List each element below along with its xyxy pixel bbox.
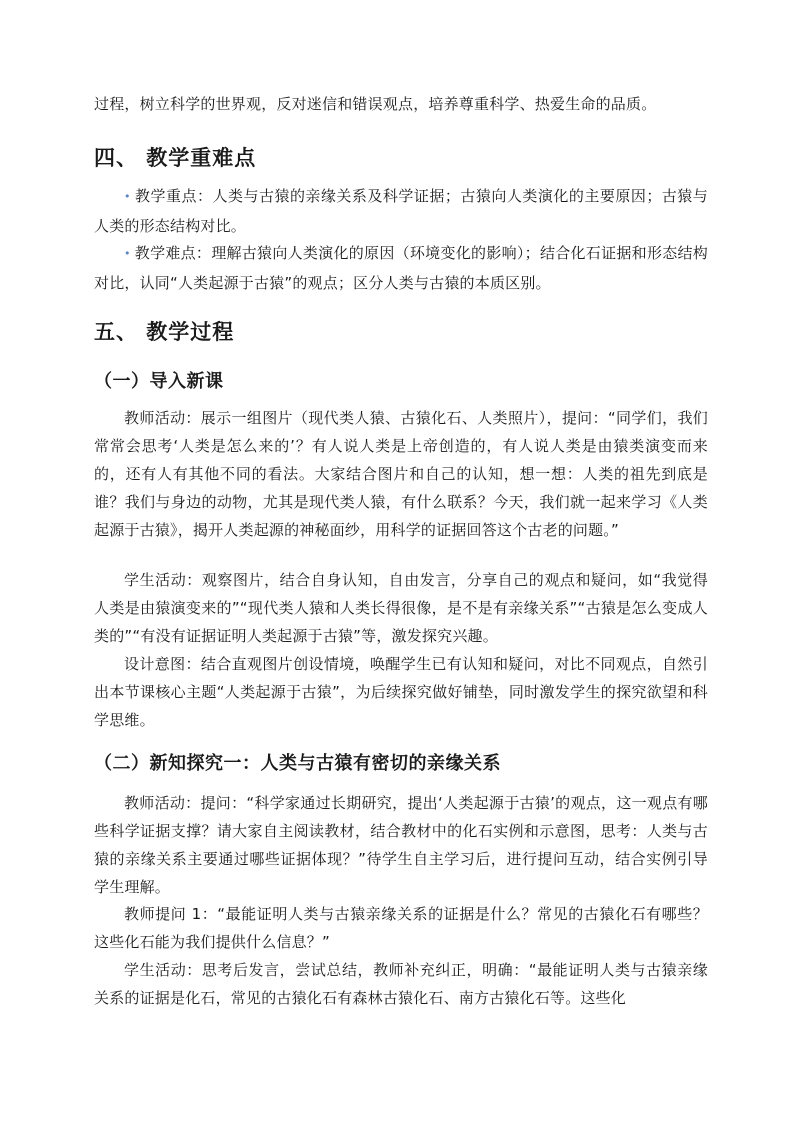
paragraph-teacher-question: 教师活动：提问：“科学家通过长期研究，提出‘人类起源于古猿’的观点，这一观点有哪些科学证据支撑？请大家自主阅读教材，结合教材中的化石实例和示意图，思考：人类与古猿的亲缘关系主要通过哪些证据体现？”待学生自主学习后，进行提问互动，结合实例引导学生理解。 — [94, 794, 708, 896]
paragraph-teacher-activity: 教师活动：展示一组图片（现代类人猿、古猿化石、人类照片），提问：“同学们，我们常常会思考‘人类是怎么来的’？有人说人类是上帝创造的，有人说人类是由猿类演变而来的，还有人有其他不同的看法。大家结合图片和自己的认知，想一想：人类的祖先到底是谁？我们与身边的动物，尤其是现代类人猿，有什么联系？今天，我们就一起来学习《人类起源于古猿》，揭开人类起源的神秘面纱，用科学的证据回答这个古老的问题。” — [94, 409, 708, 539]
section-heading-process: 五、 教学过程 — [94, 320, 235, 344]
paragraph-student-answer: 学生活动：思考后发言，尝试总结，教师补充纠正，明确：“最能证明人类与古猿亲缘关系的证据是化石，常见的古猿化石有森林古猿化石、南方古猿化石等。这些化 — [94, 961, 708, 1007]
list-item-text: 教学重点：人类与古猿的亲缘关系及科学证据；古猿向人类演化的主要原因；古猿与人类的形态结构对比。 — [94, 187, 708, 235]
list-item-difficulty — [94, 239, 708, 297]
bullet-icon: • — [124, 247, 131, 260]
paragraph-question-1: 教师提问 1：“最能证明人类与古猿亲缘关系的证据是什么？常见的古猿化石有哪些？这些化石能为我们提供什么信息？” — [94, 905, 708, 951]
list-item-text: 教学难点：理解古猿向人类演化的原因（环境变化的影响）；结合化石证据和形态结构对比，认同“人类起源于古猿”的观点；区分人类与古猿的本质区别。 — [94, 244, 708, 292]
section-heading-key-points: 四、 教学重难点 — [94, 146, 257, 170]
subsection-heading-intro: （一）导入新课 — [94, 371, 224, 392]
subsection-heading-exploration: （二）新知探究一：人类与古猿有密切的亲缘关系 — [94, 753, 501, 774]
paragraph-student-activity: 学生活动：观察图片，结合自身认知，自由发言，分享自己的观点和疑问，如“我觉得人类是由猿演变来的”“现代类人猿和人类长得很像，是不是有亲缘关系”“古猿是怎么变成人类的”“有没有证据证明人类起源于古猿”等，激发探究兴趣。 — [94, 571, 708, 645]
bullet-icon: • — [124, 190, 131, 203]
list-item-key-point — [94, 182, 708, 240]
paragraph-design-intent: 设计意图：结合直观图片创设情境，唤醒学生已有认知和疑问，对比不同观点，自然引出本节课核心主题“人类起源于古猿”，为后续探究做好铺垫，同时激发学生的探究欲望和科学思维。 — [94, 655, 708, 729]
paragraph-continued: 过程，树立科学的世界观，反对迷信和错误观点，培养尊重科学、热爱生命的品质。 — [94, 95, 657, 113]
